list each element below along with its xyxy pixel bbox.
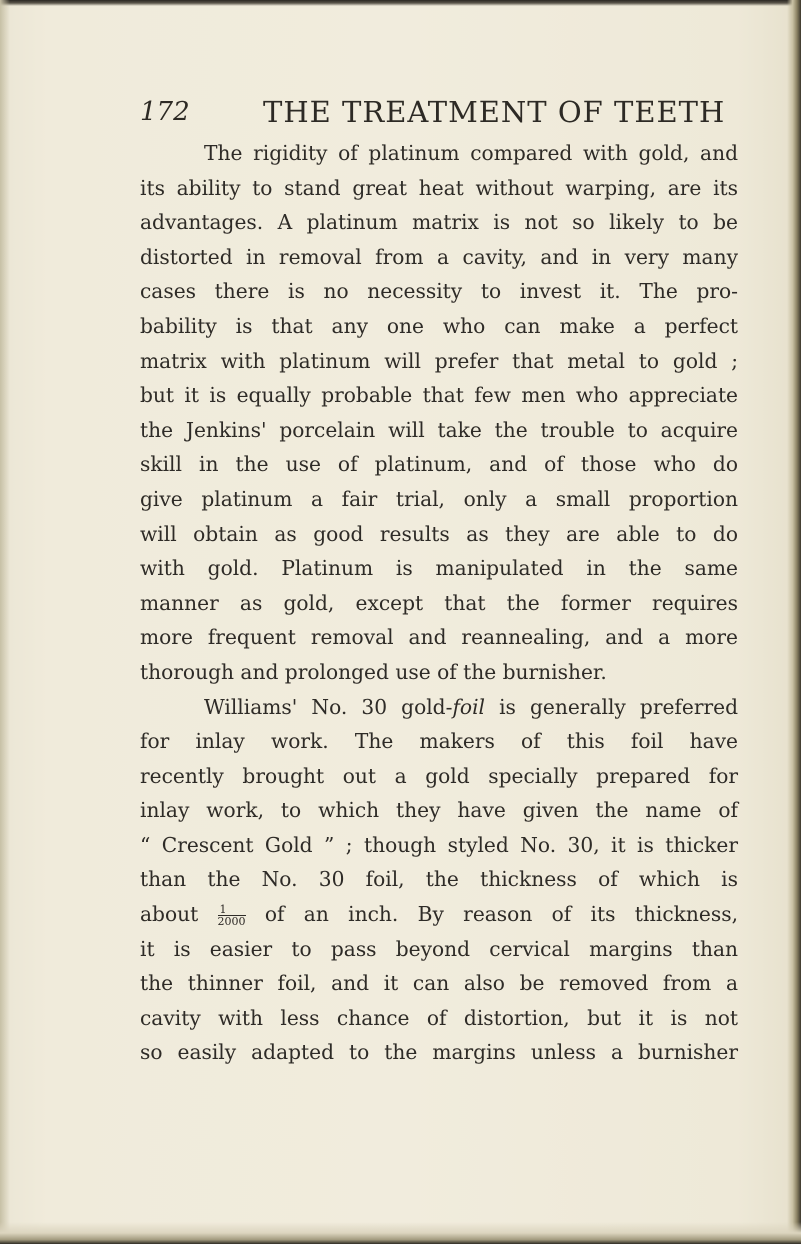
fraction xyxy=(218,904,246,927)
text-line xyxy=(140,897,738,932)
text-line: “ Crescent Gold ” ; though styled No. 30, it is thicker xyxy=(140,832,738,857)
text-run: Williams' No. 30 gold- xyxy=(204,694,453,719)
running-title: THE TREATMENT OF TEETH xyxy=(263,95,726,129)
text-line: give platinum a fair trial, only a small proportion xyxy=(140,486,738,511)
page-left-edge xyxy=(0,0,10,1244)
text-line: more frequent removal and reannealing, and a more xyxy=(140,625,738,650)
text-run: is generally preferred xyxy=(484,694,739,719)
text-line: cavity with less chance of distortion, but it is not xyxy=(140,1005,738,1030)
text-line: recently brought out a gold specially prepared for xyxy=(140,763,738,788)
text-line: bability is that any one who can make a perfect xyxy=(140,313,738,338)
text-run: of an inch. By reason of its thickness, xyxy=(245,902,738,927)
page-header xyxy=(140,92,760,132)
text-line: it is easier to pass beyond cervical margins than xyxy=(140,936,738,961)
text-line: matrix with platinum will prefer that metal to gold ; xyxy=(140,348,738,373)
text-line: the thinner foil, and it can also be removed from a xyxy=(140,971,738,996)
fraction-denominator: 2000 xyxy=(217,915,246,929)
text-line: with gold. Platinum is manipulated in the same xyxy=(140,556,738,581)
text-line: cases there is no necessity to invest it. The pro- xyxy=(140,279,738,304)
body-text xyxy=(140,136,738,1070)
text-line: distorted in removal from a cavity, and in very many xyxy=(140,244,738,269)
page-top-edge xyxy=(0,0,801,6)
text-line: for inlay work. The makers of this foil have xyxy=(140,729,738,754)
text-line: will obtain as good results as they are able to do xyxy=(140,521,738,546)
text-line: skill in the use of platinum, and of those who do xyxy=(140,452,738,477)
page-number: 172 xyxy=(140,97,190,127)
text-line xyxy=(140,690,738,725)
text-line: inlay work, to which they have given the name of xyxy=(140,798,738,823)
page-bottom-edge xyxy=(0,1222,801,1244)
text-line: thorough and prolonged use of the burnisher. xyxy=(140,659,607,684)
text-line: The rigidity of platinum compared with gold, and xyxy=(204,141,738,165)
text-line: the Jenkins' porcelain will take the trouble to acquire xyxy=(140,417,738,442)
text-line: advantages. A platinum matrix is not so likely to be xyxy=(140,210,738,235)
text-line: its ability to stand great heat without warping, are its xyxy=(140,175,738,200)
text-line: so easily adapted to the margins unless a burnisher xyxy=(140,1040,738,1065)
page-right-edge xyxy=(787,0,801,1244)
text-line: manner as gold, except that the former requires xyxy=(140,590,738,615)
fraction-numerator: 1 xyxy=(218,904,246,916)
text-line: than the No. 30 foil, the thickness of which is xyxy=(140,867,738,892)
text-line: but it is equally probable that few men who appreciate xyxy=(140,383,738,408)
text-run: about xyxy=(140,902,218,927)
italic-text: foil xyxy=(452,694,485,719)
